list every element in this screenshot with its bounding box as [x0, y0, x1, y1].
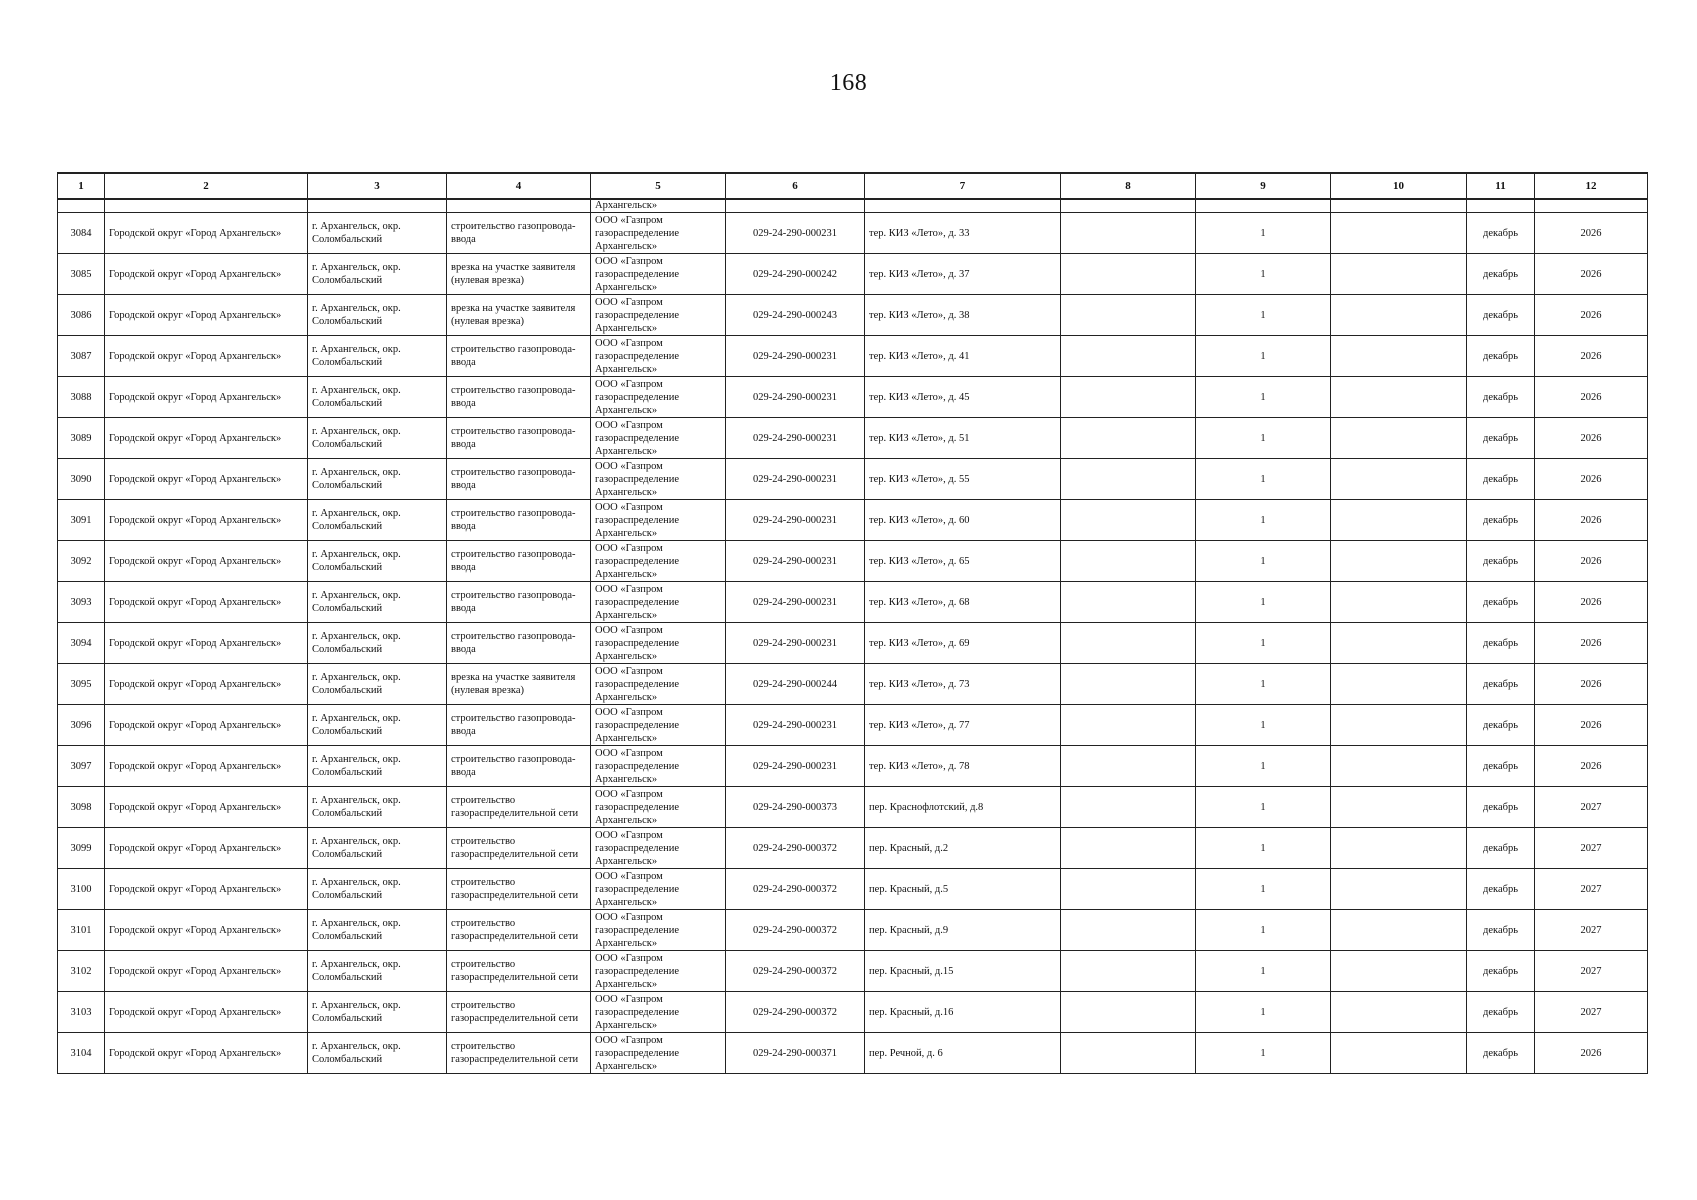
work-type-cell: строительство газораспределительной сети [447, 787, 591, 828]
month-cell: декабрь [1467, 623, 1535, 664]
district-cell: г. Архангельск, окр. Соломбальский [308, 336, 447, 377]
table-row [58, 254, 1648, 295]
organization-cell: ООО «Газпром газораспределение Архангельск» [591, 295, 726, 336]
header-row [58, 173, 1648, 199]
month-cell: декабрь [1467, 1033, 1535, 1074]
address-cell: тер. КИЗ «Лето», д. 69 [865, 623, 1061, 664]
address-cell: пер. Речной, д. 6 [865, 1033, 1061, 1074]
work-type-cell: строительство газопровода-ввода [447, 541, 591, 582]
column-8-cell [1061, 992, 1196, 1033]
organization-cell: ООО «Газпром газораспределение Архангельск» [591, 418, 726, 459]
address-cell: тер. КИЗ «Лето», д. 78 [865, 746, 1061, 787]
table-row [58, 418, 1648, 459]
column-header: 6 [726, 173, 865, 199]
column-10-cell [1331, 541, 1467, 582]
row-number-cell: 3097 [58, 746, 105, 787]
organization-cell: ООО «Газпром газораспределение Архангельск» [591, 623, 726, 664]
table-row [58, 377, 1648, 418]
municipality-cell: Городской округ «Город Архангельск» [105, 705, 308, 746]
code-cell: 029-24-290-000372 [726, 910, 865, 951]
table-row [58, 295, 1648, 336]
work-type-cell: строительство газопровода-ввода [447, 336, 591, 377]
district-cell: г. Архангельск, окр. Соломбальский [308, 541, 447, 582]
work-type-cell: строительство газопровода-ввода [447, 500, 591, 541]
quantity-cell: 1 [1196, 1033, 1331, 1074]
row-number-cell: 3099 [58, 828, 105, 869]
row-number-cell: 3084 [58, 213, 105, 254]
organization-cell: ООО «Газпром газораспределение Архангельск» [591, 213, 726, 254]
year-cell: 2026 [1535, 213, 1648, 254]
column-10-cell [1331, 910, 1467, 951]
month-cell: декабрь [1467, 295, 1535, 336]
table-row [58, 828, 1648, 869]
year-cell: 2026 [1535, 705, 1648, 746]
row-number-cell: 3087 [58, 336, 105, 377]
quantity-cell: 1 [1196, 951, 1331, 992]
month-cell: декабрь [1467, 377, 1535, 418]
table-row [58, 746, 1648, 787]
district-cell: г. Архангельск, окр. Соломбальский [308, 213, 447, 254]
code-cell: 029-24-290-000231 [726, 418, 865, 459]
district-cell: г. Архангельск, окр. Соломбальский [308, 377, 447, 418]
quantity-cell: 1 [1196, 787, 1331, 828]
column-10-cell [1331, 992, 1467, 1033]
column-10-cell [1331, 377, 1467, 418]
code-cell: 029-24-290-000231 [726, 705, 865, 746]
table-row [58, 541, 1648, 582]
municipality-cell: Городской округ «Город Архангельск» [105, 500, 308, 541]
work-type-cell: строительство газопровода-ввода [447, 377, 591, 418]
column-10-cell [1331, 418, 1467, 459]
work-type-cell: строительство газопровода-ввода [447, 213, 591, 254]
municipality-cell: Городской округ «Город Архангельск» [105, 582, 308, 623]
municipality-cell: Городской округ «Город Архангельск» [105, 541, 308, 582]
year-cell: 2026 [1535, 459, 1648, 500]
work-type-cell: врезка на участке заявителя (нулевая врезка) [447, 254, 591, 295]
month-cell: декабрь [1467, 664, 1535, 705]
month-cell: декабрь [1467, 746, 1535, 787]
row-number-cell: 3094 [58, 623, 105, 664]
month-cell: декабрь [1467, 705, 1535, 746]
municipality-cell: Городской округ «Город Архангельск» [105, 623, 308, 664]
district-cell: г. Архангельск, окр. Соломбальский [308, 623, 447, 664]
code-cell: 029-24-290-000372 [726, 828, 865, 869]
code-cell: 029-24-290-000372 [726, 992, 865, 1033]
district-cell: г. Архангельск, окр. Соломбальский [308, 992, 447, 1033]
row-number-cell: 3088 [58, 377, 105, 418]
code-cell: 029-24-290-000231 [726, 541, 865, 582]
organization-cell: ООО «Газпром газораспределение Архангельск» [591, 705, 726, 746]
work-type-cell: строительство газораспределительной сети [447, 828, 591, 869]
row-number-cell: 3104 [58, 1033, 105, 1074]
table-row [58, 459, 1648, 500]
organization-cell: ООО «Газпром газораспределение Архангельск» [591, 1033, 726, 1074]
column-8-cell [1061, 951, 1196, 992]
municipality-cell: Городской округ «Город Архангельск» [105, 992, 308, 1033]
column-10-cell [1331, 336, 1467, 377]
column-10-cell [1331, 295, 1467, 336]
organization-cell: ООО «Газпром газораспределение Архангельск» [591, 951, 726, 992]
row-number-cell: 3102 [58, 951, 105, 992]
year-cell: 2026 [1535, 295, 1648, 336]
work-type-cell: строительство газораспределительной сети [447, 910, 591, 951]
organization-cell: ООО «Газпром газораспределение Архангельск» [591, 582, 726, 623]
column-header: 5 [591, 173, 726, 199]
column-8-cell [1061, 459, 1196, 500]
municipality-cell: Городской округ «Город Архангельск» [105, 910, 308, 951]
organization-cell: ООО «Газпром газораспределение Архангельск» [591, 500, 726, 541]
municipality-cell: Городской округ «Город Архангельск» [105, 459, 308, 500]
year-cell: 2026 [1535, 1033, 1648, 1074]
column-10-cell [1331, 705, 1467, 746]
column-8-cell [1061, 746, 1196, 787]
column-header: 3 [308, 173, 447, 199]
quantity-cell: 1 [1196, 295, 1331, 336]
work-type-cell: строительство газопровода-ввода [447, 746, 591, 787]
register-table [57, 172, 1648, 1074]
column-8-cell [1061, 582, 1196, 623]
year-cell: 2027 [1535, 951, 1648, 992]
quantity-cell: 1 [1196, 828, 1331, 869]
code-cell: 029-24-290-000231 [726, 213, 865, 254]
column-10-cell [1331, 1033, 1467, 1074]
table-row [58, 787, 1648, 828]
municipality-cell: Городской округ «Город Архангельск» [105, 336, 308, 377]
month-cell: декабрь [1467, 336, 1535, 377]
district-cell: г. Архангельск, окр. Соломбальский [308, 1033, 447, 1074]
district-cell: г. Архангельск, окр. Соломбальский [308, 787, 447, 828]
column-10-cell [1331, 582, 1467, 623]
row-number-cell: 3093 [58, 582, 105, 623]
column-10-cell [1331, 746, 1467, 787]
code-cell: 029-24-290-000244 [726, 664, 865, 705]
organization-cell: ООО «Газпром газораспределение Архангельск» [591, 787, 726, 828]
organization-cell: ООО «Газпром газораспределение Архангельск» [591, 254, 726, 295]
address-cell: пер. Красный, д.2 [865, 828, 1061, 869]
column-8-cell [1061, 623, 1196, 664]
row-number-cell: 3090 [58, 459, 105, 500]
quantity-cell: 1 [1196, 582, 1331, 623]
district-cell: г. Архангельск, окр. Соломбальский [308, 951, 447, 992]
column-10-cell [1331, 951, 1467, 992]
address-cell: пер. Красный, д.16 [865, 992, 1061, 1033]
address-cell: тер. КИЗ «Лето», д. 45 [865, 377, 1061, 418]
organization-cell: ООО «Газпром газораспределение Архангельск» [591, 377, 726, 418]
organization-cell: ООО «Газпром газораспределение Архангельск» [591, 336, 726, 377]
row-number-cell: 3092 [58, 541, 105, 582]
organization-cell: ООО «Газпром газораспределение Архангельск» [591, 459, 726, 500]
municipality-cell: Городской округ «Город Архангельск» [105, 787, 308, 828]
column-10-cell [1331, 828, 1467, 869]
address-cell: пер. Красный, д.5 [865, 869, 1061, 910]
row-number-cell: 3103 [58, 992, 105, 1033]
district-cell: г. Архангельск, окр. Соломбальский [308, 910, 447, 951]
table-row [58, 951, 1648, 992]
municipality-cell: Городской округ «Город Архангельск» [105, 418, 308, 459]
address-cell: тер. КИЗ «Лето», д. 77 [865, 705, 1061, 746]
code-cell: 029-24-290-000372 [726, 951, 865, 992]
address-cell: тер. КИЗ «Лето», д. 41 [865, 336, 1061, 377]
continuation-row [58, 199, 1648, 213]
year-cell: 2026 [1535, 377, 1648, 418]
district-cell: г. Архангельск, окр. Соломбальский [308, 500, 447, 541]
column-header: 11 [1467, 173, 1535, 199]
row-number-cell: 3095 [58, 664, 105, 705]
organization-cell: ООО «Газпром газораспределение Архангельск» [591, 869, 726, 910]
column-8-cell [1061, 418, 1196, 459]
column-8-cell [1061, 254, 1196, 295]
municipality-cell: Городской округ «Город Архангельск» [105, 951, 308, 992]
quantity-cell: 1 [1196, 746, 1331, 787]
row-number-cell: 3101 [58, 910, 105, 951]
code-cell: 029-24-290-000231 [726, 746, 865, 787]
table-row [58, 336, 1648, 377]
quantity-cell: 1 [1196, 910, 1331, 951]
year-cell: 2027 [1535, 787, 1648, 828]
year-cell: 2026 [1535, 254, 1648, 295]
code-cell: 029-24-290-000231 [726, 377, 865, 418]
work-type-cell: строительство газопровода-ввода [447, 705, 591, 746]
month-cell: декабрь [1467, 500, 1535, 541]
municipality-cell: Городской округ «Город Архангельск» [105, 377, 308, 418]
column-header: 2 [105, 173, 308, 199]
year-cell: 2027 [1535, 992, 1648, 1033]
month-cell: декабрь [1467, 459, 1535, 500]
work-type-cell: строительство газораспределительной сети [447, 992, 591, 1033]
column-8-cell [1061, 213, 1196, 254]
work-type-cell: строительство газопровода-ввода [447, 582, 591, 623]
page-number: 168 [829, 70, 868, 96]
address-cell: пер. Красный, д.15 [865, 951, 1061, 992]
row-number-cell: 3091 [58, 500, 105, 541]
column-10-cell [1331, 664, 1467, 705]
month-cell: декабрь [1467, 541, 1535, 582]
work-type-cell: врезка на участке заявителя (нулевая врезка) [447, 295, 591, 336]
year-cell: 2026 [1535, 541, 1648, 582]
quantity-cell: 1 [1196, 500, 1331, 541]
table-row [58, 213, 1648, 254]
municipality-cell: Городской округ «Город Архангельск» [105, 1033, 308, 1074]
year-cell: 2026 [1535, 582, 1648, 623]
column-10-cell [1331, 213, 1467, 254]
address-cell: тер. КИЗ «Лето», д. 51 [865, 418, 1061, 459]
organization-cell: ООО «Газпром газораспределение Архангельск» [591, 664, 726, 705]
column-8-cell [1061, 787, 1196, 828]
row-number-cell: 3086 [58, 295, 105, 336]
column-header: 12 [1535, 173, 1648, 199]
year-cell: 2027 [1535, 910, 1648, 951]
quantity-cell: 1 [1196, 541, 1331, 582]
row-number-cell: 3100 [58, 869, 105, 910]
code-cell: 029-24-290-000373 [726, 787, 865, 828]
organization-cell: ООО «Газпром газораспределение Архангельск» [591, 828, 726, 869]
column-8-cell [1061, 541, 1196, 582]
address-cell: тер. КИЗ «Лето», д. 55 [865, 459, 1061, 500]
table-row [58, 664, 1648, 705]
column-header: 7 [865, 173, 1061, 199]
quantity-cell: 1 [1196, 418, 1331, 459]
work-type-cell: строительство газопровода-ввода [447, 623, 591, 664]
column-header: 1 [58, 173, 105, 199]
month-cell: декабрь [1467, 869, 1535, 910]
column-8-cell [1061, 377, 1196, 418]
column-8-cell [1061, 1033, 1196, 1074]
table-row [58, 869, 1648, 910]
column-header: 10 [1331, 173, 1467, 199]
year-cell: 2026 [1535, 623, 1648, 664]
address-cell: тер. КИЗ «Лето», д. 73 [865, 664, 1061, 705]
work-type-cell: строительство газопровода-ввода [447, 418, 591, 459]
work-type-cell: строительство газораспределительной сети [447, 869, 591, 910]
district-cell: г. Архангельск, окр. Соломбальский [308, 828, 447, 869]
district-cell: г. Архангельск, окр. Соломбальский [308, 459, 447, 500]
column-10-cell [1331, 500, 1467, 541]
column-8-cell [1061, 705, 1196, 746]
address-cell: тер. КИЗ «Лето», д. 38 [865, 295, 1061, 336]
row-number-cell: 3098 [58, 787, 105, 828]
year-cell: 2026 [1535, 418, 1648, 459]
code-cell: 029-24-290-000243 [726, 295, 865, 336]
month-cell: декабрь [1467, 418, 1535, 459]
column-header: 9 [1196, 173, 1331, 199]
quantity-cell: 1 [1196, 664, 1331, 705]
code-cell: 029-24-290-000372 [726, 869, 865, 910]
municipality-cell: Городской округ «Город Архангельск» [105, 295, 308, 336]
month-cell: декабрь [1467, 828, 1535, 869]
month-cell: декабрь [1467, 951, 1535, 992]
column-10-cell [1331, 623, 1467, 664]
quantity-cell: 1 [1196, 992, 1331, 1033]
code-cell: 029-24-290-000231 [726, 459, 865, 500]
district-cell: г. Архангельск, окр. Соломбальский [308, 705, 447, 746]
district-cell: г. Архангельск, окр. Соломбальский [308, 254, 447, 295]
address-cell: тер. КИЗ «Лето», д. 68 [865, 582, 1061, 623]
table-row [58, 500, 1648, 541]
column-8-cell [1061, 336, 1196, 377]
year-cell: 2027 [1535, 869, 1648, 910]
month-cell: декабрь [1467, 254, 1535, 295]
column-8-cell [1061, 910, 1196, 951]
table-row [58, 910, 1648, 951]
column-header: 4 [447, 173, 591, 199]
row-number-cell: 3085 [58, 254, 105, 295]
column-8-cell [1061, 295, 1196, 336]
quantity-cell: 1 [1196, 254, 1331, 295]
table-row [58, 705, 1648, 746]
year-cell: 2026 [1535, 500, 1648, 541]
quantity-cell: 1 [1196, 213, 1331, 254]
code-cell: 029-24-290-000231 [726, 500, 865, 541]
quantity-cell: 1 [1196, 869, 1331, 910]
table-row [58, 582, 1648, 623]
code-cell: 029-24-290-000371 [726, 1033, 865, 1074]
column-8-cell [1061, 828, 1196, 869]
organization-cell: ООО «Газпром газораспределение Архангельск» [591, 992, 726, 1033]
address-cell: пер. Краснофлотский, д.8 [865, 787, 1061, 828]
code-cell: 029-24-290-000231 [726, 582, 865, 623]
code-cell: 029-24-290-000231 [726, 336, 865, 377]
quantity-cell: 1 [1196, 705, 1331, 746]
continuation-org-cell: Архангельск» [591, 199, 726, 213]
organization-cell: ООО «Газпром газораспределение Архангельск» [591, 910, 726, 951]
column-10-cell [1331, 459, 1467, 500]
municipality-cell: Городской округ «Город Архангельск» [105, 828, 308, 869]
district-cell: г. Архангельск, окр. Соломбальский [308, 664, 447, 705]
year-cell: 2026 [1535, 746, 1648, 787]
column-10-cell [1331, 787, 1467, 828]
address-cell: пер. Красный, д.9 [865, 910, 1061, 951]
work-type-cell: строительство газораспределительной сети [447, 1033, 591, 1074]
address-cell: тер. КИЗ «Лето», д. 65 [865, 541, 1061, 582]
district-cell: г. Архангельск, окр. Соломбальский [308, 746, 447, 787]
code-cell: 029-24-290-000242 [726, 254, 865, 295]
district-cell: г. Архангельск, окр. Соломбальский [308, 869, 447, 910]
code-cell: 029-24-290-000231 [726, 623, 865, 664]
work-type-cell: врезка на участке заявителя (нулевая врезка) [447, 664, 591, 705]
quantity-cell: 1 [1196, 623, 1331, 664]
row-number-cell: 3089 [58, 418, 105, 459]
column-8-cell [1061, 500, 1196, 541]
year-cell: 2026 [1535, 664, 1648, 705]
organization-cell: ООО «Газпром газораспределение Архангельск» [591, 746, 726, 787]
municipality-cell: Городской округ «Город Архангельск» [105, 213, 308, 254]
column-header: 8 [1061, 173, 1196, 199]
quantity-cell: 1 [1196, 377, 1331, 418]
work-type-cell: строительство газопровода-ввода [447, 459, 591, 500]
municipality-cell: Городской округ «Город Архангельск» [105, 254, 308, 295]
table-row [58, 1033, 1648, 1074]
column-8-cell [1061, 869, 1196, 910]
address-cell: тер. КИЗ «Лето», д. 37 [865, 254, 1061, 295]
district-cell: г. Архангельск, окр. Соломбальский [308, 295, 447, 336]
year-cell: 2026 [1535, 336, 1648, 377]
work-type-cell: строительство газораспределительной сети [447, 951, 591, 992]
municipality-cell: Городской округ «Город Архангельск» [105, 746, 308, 787]
quantity-cell: 1 [1196, 459, 1331, 500]
month-cell: декабрь [1467, 992, 1535, 1033]
address-cell: тер. КИЗ «Лето», д. 33 [865, 213, 1061, 254]
column-10-cell [1331, 254, 1467, 295]
row-number-cell: 3096 [58, 705, 105, 746]
district-cell: г. Архангельск, окр. Соломбальский [308, 582, 447, 623]
organization-cell: ООО «Газпром газораспределение Архангельск» [591, 541, 726, 582]
month-cell: декабрь [1467, 910, 1535, 951]
column-8-cell [1061, 664, 1196, 705]
month-cell: декабрь [1467, 582, 1535, 623]
district-cell: г. Архангельск, окр. Соломбальский [308, 418, 447, 459]
table-row [58, 623, 1648, 664]
municipality-cell: Городской округ «Город Архангельск» [105, 664, 308, 705]
month-cell: декабрь [1467, 787, 1535, 828]
month-cell: декабрь [1467, 213, 1535, 254]
address-cell: тер. КИЗ «Лето», д. 60 [865, 500, 1061, 541]
table-row [58, 992, 1648, 1033]
quantity-cell: 1 [1196, 336, 1331, 377]
year-cell: 2027 [1535, 828, 1648, 869]
column-10-cell [1331, 869, 1467, 910]
municipality-cell: Городской округ «Город Архангельск» [105, 869, 308, 910]
